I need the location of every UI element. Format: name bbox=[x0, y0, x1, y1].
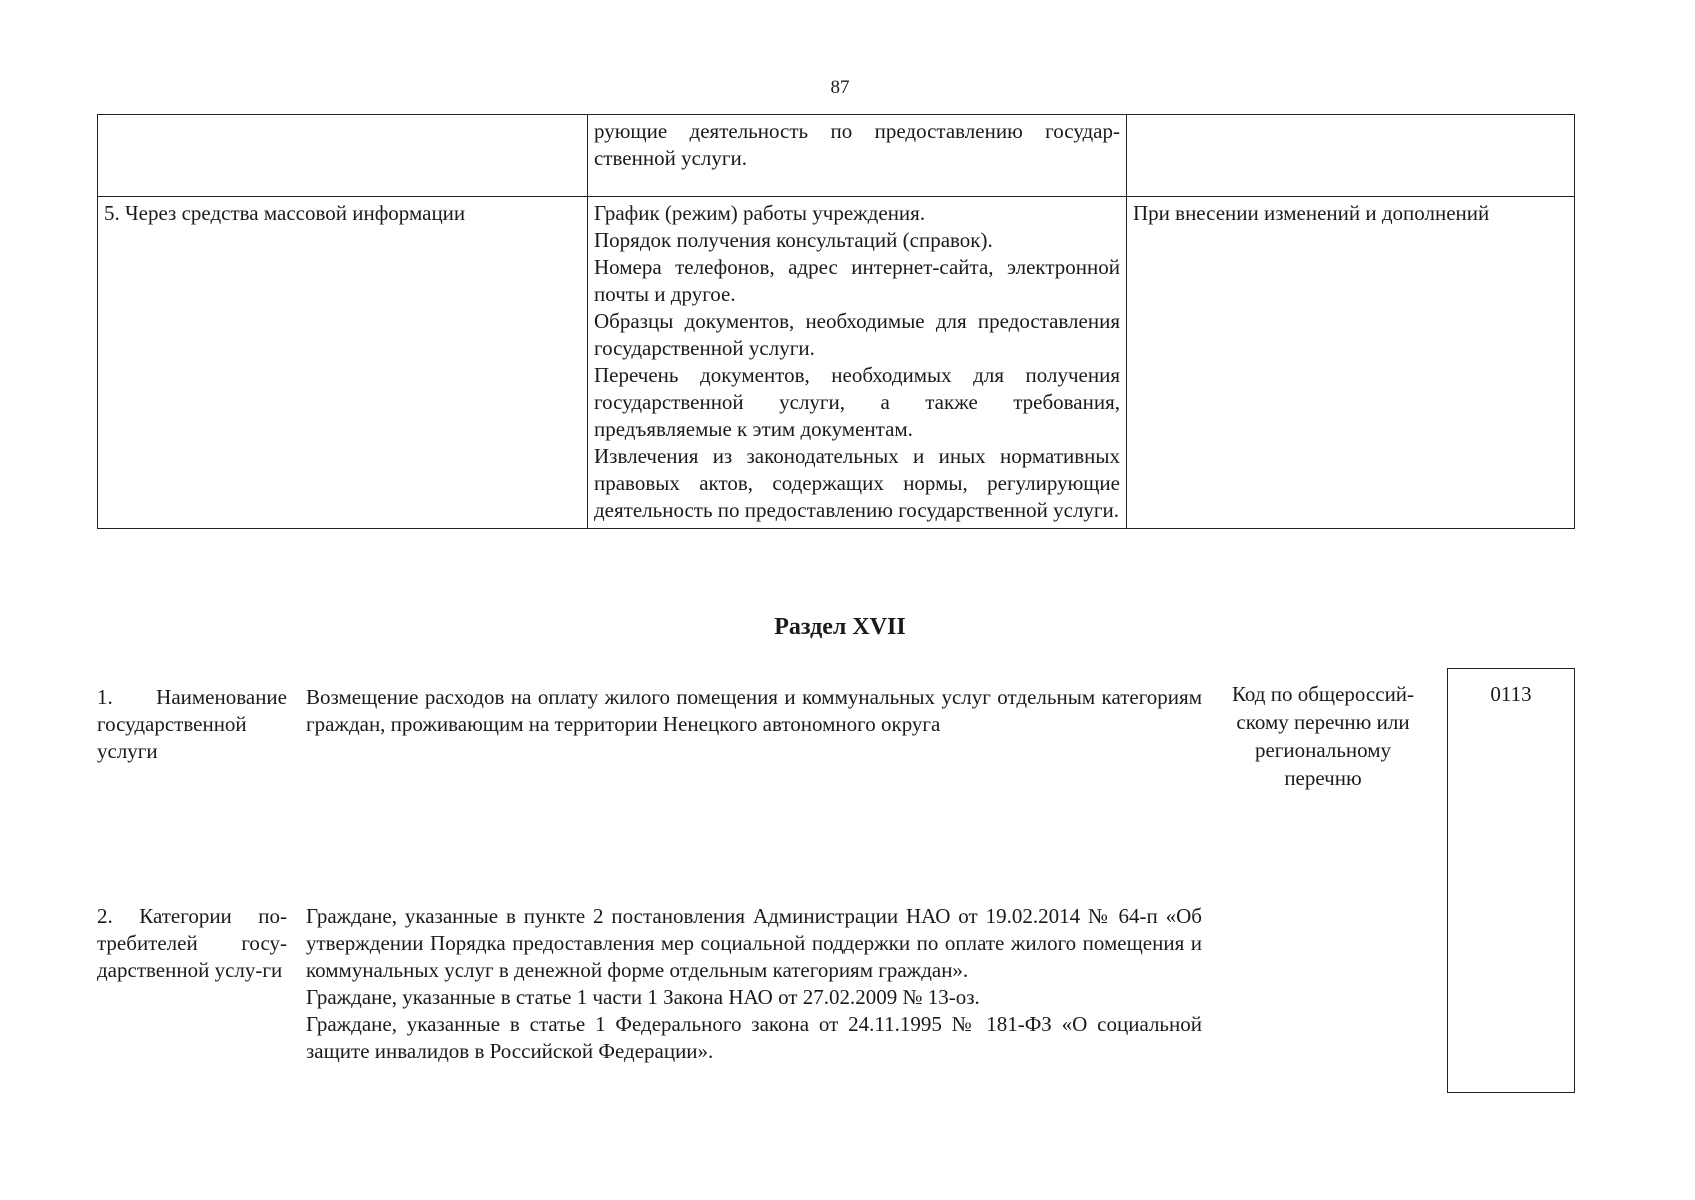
cell-paragraph: Образцы документов, необходимые для предоставления государственной услуги. bbox=[594, 309, 1120, 360]
table-cell-content bbox=[588, 197, 1127, 529]
info-table bbox=[97, 114, 1575, 529]
table-cell-method bbox=[98, 115, 588, 197]
table-cell-content bbox=[588, 115, 1127, 197]
table-row bbox=[98, 197, 1575, 529]
table-row bbox=[98, 115, 1575, 197]
cell-paragraph: Извлечения из законодательных и иных нормативных правовых актов, содержащих нормы, регулирующие деятельность по предоставлению государственной услуги. bbox=[594, 444, 1120, 522]
code-box bbox=[1447, 668, 1575, 1093]
code-value: 0113 bbox=[1490, 682, 1532, 706]
cell-paragraph: График (режим) работы учреждения. bbox=[594, 201, 926, 225]
item2-label: 2. Категории по-требителей госу-дарственной услу-ги bbox=[97, 904, 287, 982]
item2-paragraph: Граждане, указанные в статье 1 Федерального закона от 24.11.1995 № 181-ФЗ «О социальной защите инвалидов в Российской Федерации». bbox=[306, 1012, 1202, 1063]
cell-line: рующие деятельность по предоставлению государ- bbox=[594, 119, 1120, 143]
item1-label: 1. Наименование государственной услуги bbox=[97, 685, 287, 763]
table-cell-frequency: При внесении изменений и дополнений bbox=[1127, 197, 1575, 529]
section-title: Раздел XVII bbox=[774, 614, 906, 640]
item2-paragraph: Граждане, указанные в пункте 2 постановления Администрации НАО от 19.02.2014 № 64-п «Об утверждении Порядка предоставления мер социальной поддержки по оплате жилого помещения и коммунальных услуг в денежной форме отдельным категориям граждан». bbox=[306, 904, 1202, 982]
cell-line: ственной услуги. bbox=[594, 146, 747, 170]
item2-paragraph: Граждане, указанные в статье 1 части 1 Закона НАО от 27.02.2009 № 13-оз. bbox=[306, 985, 980, 1009]
cell-paragraph: Перечень документов, необходимых для получения государственной услуги, а также требования, предъявляемые к этим документам. bbox=[594, 363, 1120, 441]
item2-text bbox=[306, 903, 1202, 1065]
code-label: Код по общероссий-скому перечню или региональному перечню bbox=[1231, 682, 1415, 790]
cell-paragraph: Порядок получения консультаций (справок). bbox=[594, 228, 993, 252]
table-cell-method: 5. Через средства массовой информации bbox=[98, 197, 588, 529]
cell-paragraph: Номера телефонов, адрес интернет-сайта, электронной почты и другое. bbox=[594, 255, 1120, 306]
table-cell-frequency bbox=[1127, 115, 1575, 197]
item1-text: Возмещение расходов на оплату жилого помещения и коммунальных услуг отдельным категориям граждан, проживающим на территории Ненецкого автономного округа bbox=[306, 685, 1202, 736]
page-number: 87 bbox=[830, 77, 850, 98]
